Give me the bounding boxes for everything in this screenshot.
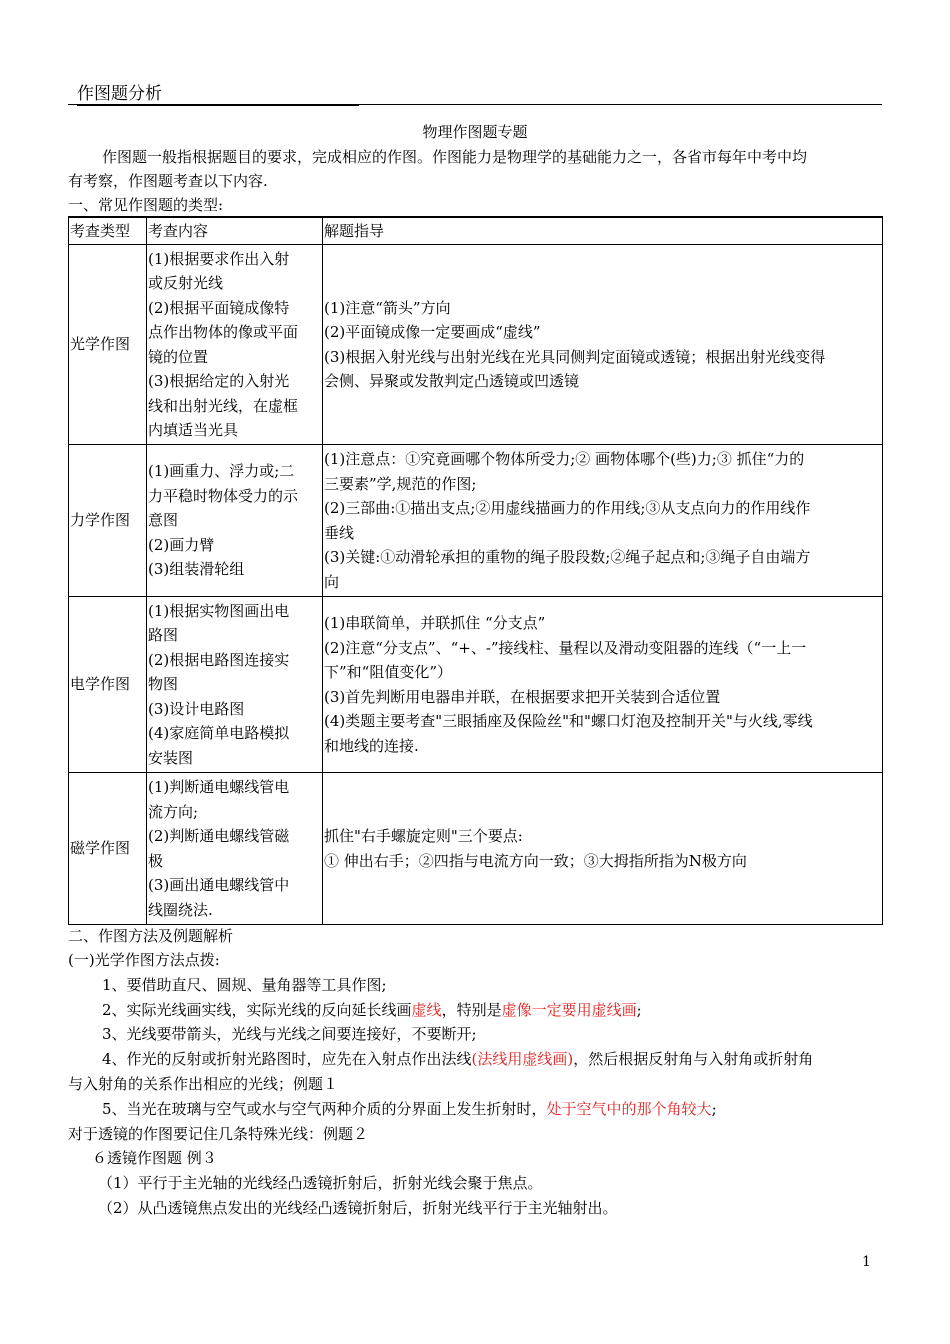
page-number: 1 bbox=[862, 1254, 871, 1270]
row-guide bbox=[323, 597, 883, 773]
question-type-table bbox=[68, 216, 883, 925]
method-point-1: 1、要借助直尺、圆规、量角器等工具作图; bbox=[102, 976, 387, 994]
content-line: (3)设计电路图 bbox=[148, 699, 245, 718]
section2-heading: 二、作图方法及例题解析 bbox=[68, 927, 234, 945]
content-line: 物图 bbox=[148, 675, 179, 694]
row-type: 磁学作图 bbox=[69, 773, 147, 925]
table-row bbox=[69, 597, 883, 773]
guide-line: (4)类题主要考查"三眼插座及保险丝"和"螺口灯泡及控制开关"与火线,零线 bbox=[324, 712, 813, 730]
content-line: 内填适当光具 bbox=[148, 421, 239, 439]
content-line: (3)组装滑轮组 bbox=[148, 560, 245, 579]
method-point-5-cont: 对于透镜的作图要记住几条特殊光线：例题２ bbox=[68, 1125, 369, 1143]
method-point-4 bbox=[68, 1047, 884, 1072]
row-type: 力学作图 bbox=[69, 445, 147, 597]
table-row bbox=[69, 773, 883, 925]
point-text: ，然后根据反射角与入射角或折射角 bbox=[573, 1050, 814, 1068]
guide-line: 会侧、异聚或发散判定凸透镜或凹透镜 bbox=[324, 372, 580, 390]
guide-line: (2)平面镜成像一定要画成“虚线” bbox=[324, 323, 541, 341]
row-guide bbox=[323, 445, 883, 597]
content-line: 意图 bbox=[148, 511, 179, 530]
guide-line: 垂线 bbox=[324, 523, 355, 542]
content-line: (4)家庭简单电路模拟 bbox=[148, 724, 290, 743]
table-header-row bbox=[69, 217, 883, 245]
content-line: 安装图 bbox=[148, 748, 194, 767]
guide-line: (2)三部曲:①描出支点;②用虚线描画力的作用线;③从支点向力的作用线作 bbox=[324, 499, 811, 517]
content-line: 点作出物体的像或平面 bbox=[148, 323, 299, 341]
content-line: 线和出射光线，在虚框 bbox=[148, 396, 299, 415]
row-guide bbox=[323, 773, 883, 925]
method-point-3: 3、光线要带箭头，光线与光线之间要连接好，不要断开; bbox=[102, 1025, 477, 1043]
table-header: 考查内容 bbox=[147, 217, 323, 245]
content-line: (2)判断通电螺线管磁 bbox=[148, 827, 290, 845]
point-text: ; bbox=[711, 1100, 717, 1118]
content-line: 流方向; bbox=[148, 802, 199, 821]
point-text: ; bbox=[636, 1001, 642, 1019]
row-content bbox=[147, 597, 323, 773]
table-header: 解题指导 bbox=[323, 217, 883, 245]
section1-heading: 一、常见作图题的类型: bbox=[68, 196, 224, 214]
table-row bbox=[69, 245, 883, 445]
content-line: 线圈绕法. bbox=[148, 900, 213, 919]
guide-line: 向 bbox=[324, 572, 340, 591]
guide-line: (3)首先判断用电器串并联，在根据要求把开关装到合适位置 bbox=[324, 687, 721, 706]
content-line: 路图 bbox=[148, 626, 179, 645]
content-line: (2)画力臂 bbox=[148, 535, 215, 554]
highlight-text: 虚像一定要用虚线画 bbox=[501, 1001, 637, 1019]
content-line: (1)根据实物图画出电 bbox=[148, 601, 290, 620]
row-type: 电学作图 bbox=[69, 597, 147, 773]
content-line: (2)根据电路图连接实 bbox=[148, 650, 290, 669]
content-line: 极 bbox=[148, 851, 164, 870]
method-point-6: ６透镜作图题 例３ bbox=[92, 1149, 217, 1167]
guide-line: 和地线的连接. bbox=[324, 736, 419, 755]
table-header: 考查类型 bbox=[69, 217, 147, 245]
content-line: (2)根据平面镜成像特 bbox=[148, 298, 290, 317]
method-point-5 bbox=[68, 1097, 884, 1122]
point-text: 2、实际光线画实线，实际光线的反向延长线画 bbox=[102, 1001, 412, 1019]
highlight-text: 处于空气中的那个角较大 bbox=[546, 1100, 712, 1118]
content-line: 力平稳时物体受力的示 bbox=[148, 486, 299, 505]
method-point-4-cont: 与入射角的关系作出相应的光线；例题１ bbox=[68, 1075, 339, 1093]
point-text: 4、作光的反射或折射光路图时，应先在入射点作出法线 bbox=[102, 1050, 472, 1068]
content-line: (1)画重力、浮力或;二 bbox=[148, 462, 295, 481]
highlight-text: 虚线 bbox=[411, 1001, 442, 1019]
highlight-text: (法线用虚线画) bbox=[471, 1050, 574, 1068]
row-content bbox=[147, 773, 323, 925]
intro-line-2: 有考察，作图题考查以下内容. bbox=[68, 172, 268, 190]
point-text: 5、当光在玻璃与空气或水与空气两种介质的分界面上发生折射时， bbox=[102, 1100, 547, 1118]
content-line: (3)根据给定的入射光 bbox=[148, 372, 290, 390]
guide-line: 抓住"右手螺旋定则"三个要点: bbox=[324, 827, 523, 845]
guide-line: (2)注意“分支点”、“+、-”接线柱、量程以及滑动变阻器的连线（“一上一 bbox=[324, 638, 807, 657]
doc-title: 物理作图题专题 bbox=[422, 123, 528, 141]
row-content bbox=[147, 245, 323, 445]
content-line: 或反射光线 bbox=[148, 274, 224, 292]
content-line: 镜的位置 bbox=[148, 347, 209, 366]
guide-line: (1)注意“箭头”方向 bbox=[324, 298, 451, 317]
guide-line: (1)串联简单，并联抓住 “分支点” bbox=[324, 614, 546, 632]
subsection1-heading: (一)光学作图方法点拨: bbox=[68, 951, 220, 969]
header-rule bbox=[68, 104, 882, 105]
lens-rule-1: （1）平行于主光轴的光线经凸透镜折射后，折射光线会聚于焦点。 bbox=[98, 1174, 543, 1192]
content-line: (1)判断通电螺线管电 bbox=[148, 778, 290, 796]
intro-line-1: 作图题一般指根据题目的要求，完成相应的作图。作图能力是物理学的基础能力之一，各省市每年中考中均 bbox=[102, 148, 808, 166]
row-guide bbox=[323, 245, 883, 445]
guide-line: (1)注意点：①究竟画哪个物体所受力;② 画物体哪个(些)力;③ 抓住“力的 bbox=[324, 450, 805, 468]
guide-line: 下”和“阻值变化”） bbox=[324, 663, 453, 681]
guide-line: (3)关键:①动滑轮承担的重物的绳子股段数;②绳子起点和;③绳子自由端方 bbox=[324, 548, 811, 566]
guide-line: ① 伸出右手；②四指与电流方向一致；③大拇指所指为N极方向 bbox=[324, 851, 747, 870]
guide-line: 三要素”学,规范的作图; bbox=[324, 474, 477, 493]
content-line: (3)画出通电螺线管中 bbox=[148, 876, 290, 894]
table-row bbox=[69, 445, 883, 597]
row-content bbox=[147, 445, 323, 597]
row-type: 光学作图 bbox=[69, 245, 147, 445]
content-line: (1)根据要求作出入射 bbox=[148, 249, 290, 268]
guide-line: (3)根据入射光线与出射光线在光具同侧判定面镜或透镜；根据出射光线变得 bbox=[324, 347, 826, 366]
point-text: ，特别是 bbox=[441, 1001, 502, 1019]
method-point-2 bbox=[68, 998, 884, 1023]
lens-rule-2: （2）从凸透镜焦点发出的光线经凸透镜折射后，折射光线平行于主光轴射出。 bbox=[98, 1199, 618, 1217]
header-title: 作图题分析 bbox=[77, 83, 359, 106]
